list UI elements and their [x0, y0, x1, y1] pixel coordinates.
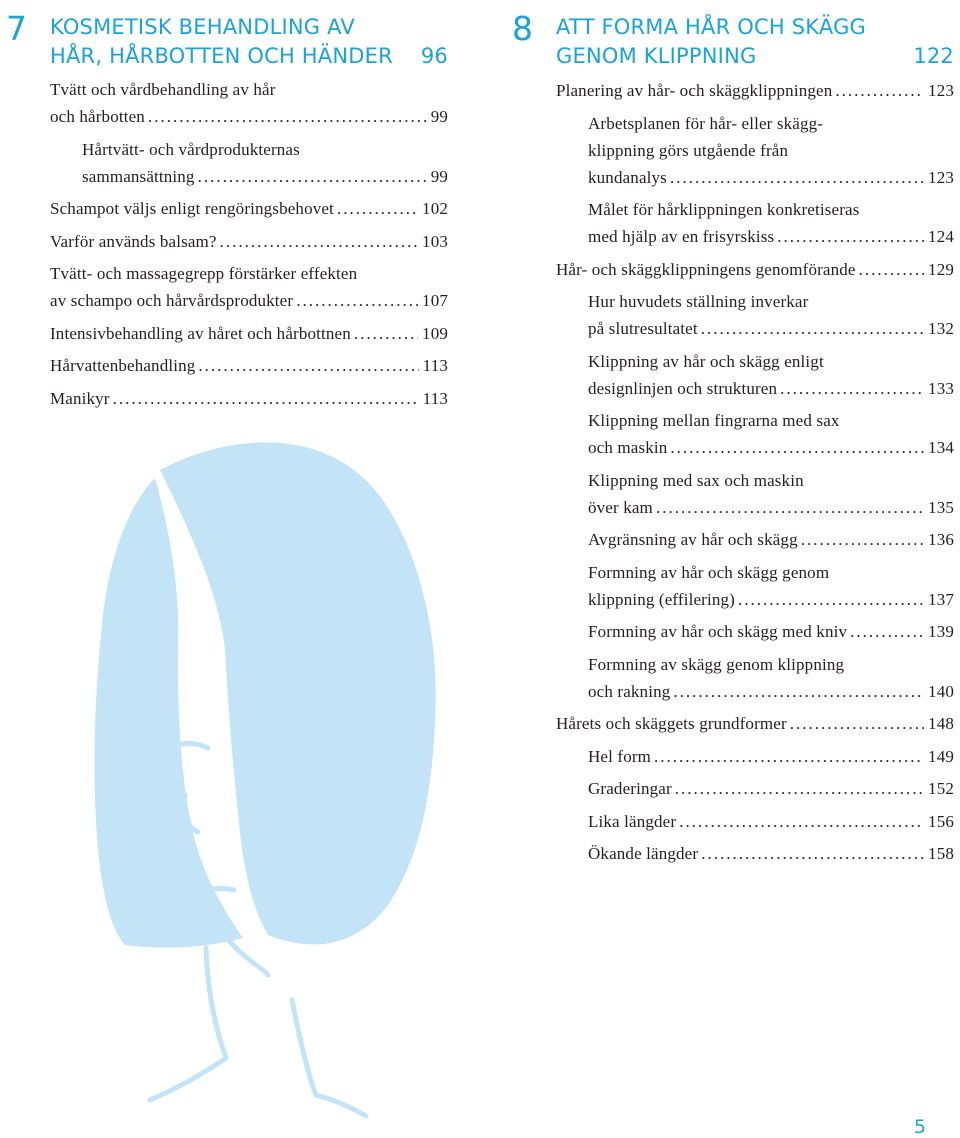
- toc-entry-page: 156: [928, 811, 954, 831]
- toc-entry-leader-row: [588, 775, 954, 802]
- toc-entry-title: sammansättning: [82, 166, 195, 186]
- toc-entry-leader-row: [588, 223, 954, 250]
- toc-entry-page: 129: [928, 259, 954, 279]
- toc-entry-title: och hårbotten: [50, 107, 145, 126]
- toc-entry: [588, 348, 954, 402]
- toc-entry-title: av schampo och hårvårdsprodukter: [50, 291, 294, 310]
- toc-entry-title: på slutresultatet: [588, 319, 698, 338]
- dot-leader: [220, 228, 418, 255]
- toc-entry: [588, 288, 954, 342]
- toc-entry-line: klippning görs utgående från: [588, 140, 789, 160]
- toc-entry-leader-row: [588, 840, 954, 867]
- toc-entry-leader-row: [588, 494, 954, 521]
- toc-entry-title: Formning av hår och skägg med kniv: [588, 622, 848, 641]
- dot-leader: [859, 256, 924, 283]
- toc-entry-leader-row: [588, 586, 954, 613]
- toc-entry: [556, 710, 954, 737]
- toc-entry-page: 158: [928, 844, 954, 863]
- toc-entry-title: med hjälp av en frisyrskiss: [588, 227, 775, 246]
- toc-entry-title: Varför används balsam?: [50, 231, 217, 251]
- toc-entry-title: Hårets och skäggets grundformer: [556, 714, 787, 733]
- toc-entry: [50, 76, 448, 130]
- toc-entry: [588, 526, 954, 553]
- toc-entry-title: Schampot väljs enligt rengöringsbehovet: [50, 199, 334, 218]
- toc-entry: [588, 407, 954, 461]
- chapter-8-number: 8: [512, 9, 533, 48]
- toc-entry-leader-row: [588, 434, 954, 461]
- chapter-8-title: [556, 13, 954, 71]
- dot-leader: [670, 164, 924, 191]
- toc-entry-leader-row: [588, 678, 954, 705]
- chapter-7-title-line-1: KOSMETISK BEHANDLING AV: [50, 15, 355, 39]
- dot-leader: [701, 840, 924, 867]
- toc-entry-leader-row: [50, 103, 448, 130]
- dot-leader: [790, 710, 924, 737]
- toc-entry: [588, 743, 954, 770]
- page-number: 5: [913, 1116, 926, 1138]
- toc-entry: [82, 136, 448, 190]
- mouth-line: [202, 888, 234, 893]
- toc-entry: [50, 260, 448, 314]
- toc-entry-page: 135: [928, 497, 954, 517]
- dot-leader: [148, 103, 427, 130]
- dot-leader: [673, 678, 924, 705]
- neck-left-line: [206, 948, 226, 1058]
- dot-leader: [835, 77, 924, 104]
- toc-entry-title: Planering av hår- och skäggklippningen: [556, 81, 833, 100]
- toc-entry-line: Tvätt och vårdbehandling av hår: [50, 80, 276, 99]
- toc-entry-title: Hår- och skäggklippningens genomförande: [556, 259, 856, 279]
- chapter-7-number: 7: [6, 9, 27, 48]
- toc-entry-page: 123: [928, 167, 954, 187]
- toc-entry: [50, 228, 448, 255]
- chapter-8-title-line-2: GENOM KLIPPNING: [556, 44, 757, 68]
- dot-leader: [198, 352, 418, 379]
- toc-entry-line: Klippning med sax och maskin: [588, 470, 804, 490]
- toc-entry: [50, 352, 448, 379]
- toc-entry-leader-row: [588, 743, 954, 770]
- toc-entry-page: 134: [928, 438, 954, 457]
- toc-entry-page: 139: [928, 622, 954, 641]
- toc-entry-page: 137: [928, 589, 954, 609]
- toc-entry-title: Manikyr: [50, 388, 110, 408]
- toc-entry-title: och maskin: [588, 438, 668, 457]
- toc-entry: [50, 195, 448, 222]
- toc-entry-page: 152: [928, 779, 954, 798]
- dot-leader: [738, 586, 924, 613]
- toc-entry-line: Tvätt- och massagegrepp förstärker effekten: [50, 264, 358, 283]
- toc-entry-leader-row: [50, 195, 448, 222]
- toc-entry-page: 103: [422, 231, 448, 251]
- toc-entry-title: kundanalys: [588, 167, 667, 187]
- dot-leader: [296, 287, 418, 314]
- dot-leader: [670, 434, 924, 461]
- toc-entry-page: 140: [928, 681, 954, 701]
- toc-entry-title: designlinjen och strukturen: [588, 378, 778, 398]
- dot-leader: [850, 618, 924, 645]
- toc-entry-page: 148: [928, 714, 954, 733]
- dot-leader: [113, 385, 419, 412]
- toc-entry-title: Avgränsning av hår och skägg: [588, 530, 798, 549]
- shoulder-line: [316, 1095, 366, 1116]
- toc-entry-leader-row: [588, 808, 954, 835]
- dot-leader: [354, 320, 418, 347]
- dot-leader: [656, 494, 924, 521]
- collar-line: [150, 1058, 226, 1100]
- toc-entry-line: Hårtvätt- och vårdprodukternas: [82, 139, 300, 159]
- toc-entry-page: 132: [928, 319, 954, 338]
- toc-entry-leader-row: [556, 710, 954, 737]
- toc-entry-page: 136: [928, 530, 954, 549]
- toc-entry-page: 102: [422, 199, 448, 218]
- toc-entry-page: 109: [422, 323, 448, 343]
- dot-leader: [337, 195, 418, 222]
- toc-entry-leader-row: [556, 256, 954, 283]
- toc-entry: [556, 256, 954, 283]
- chapter-7-title-line-2: HÅR, HÅRBOTTEN OCH HÄNDER: [50, 44, 393, 68]
- toc-entry-leader-row: [588, 164, 954, 191]
- toc-entry-title: över kam: [588, 497, 653, 517]
- toc-entry-page: 99: [430, 166, 448, 186]
- toc-entry: [50, 320, 448, 347]
- toc-entry-leader-row: [588, 315, 954, 342]
- toc-entry: [588, 618, 954, 645]
- toc-entry-page: 113: [422, 388, 448, 408]
- toc-entry-title: Intensivbehandling av håret och hårbottnen: [50, 323, 351, 343]
- eye-line: [170, 744, 208, 749]
- toc-entry-line: Hur huvudets ställning inverkar: [588, 292, 809, 311]
- toc-entry-leader-row: [50, 352, 448, 379]
- toc-entry-line: Formning av skägg genom klippning: [588, 654, 845, 674]
- dot-leader: [679, 808, 924, 835]
- toc-entry-leader-row: [82, 163, 448, 190]
- toc-entry: [50, 385, 448, 412]
- toc-entry: [588, 775, 954, 802]
- toc-entry-page: 113: [422, 356, 448, 375]
- toc-entry-title: och rakning: [588, 681, 671, 701]
- toc-entry: [588, 110, 954, 191]
- toc-entry: [588, 651, 954, 705]
- toc-entry-leader-row: [588, 526, 954, 553]
- toc-entry-line: Målet för hårklippningen konkretiseras: [588, 200, 860, 219]
- toc-entry-title: Ökande längder: [588, 844, 699, 863]
- neck-right-line: [292, 1000, 316, 1095]
- toc-entry-page: 107: [422, 291, 448, 310]
- toc-entry-line: Klippning av hår och skägg enligt: [588, 351, 824, 371]
- chapter-7-title: [50, 13, 448, 71]
- toc-entry: [556, 77, 954, 104]
- toc-entry-title: Hårvattenbehandling: [50, 356, 196, 375]
- dot-leader: [801, 526, 924, 553]
- toc-entry-line: Formning av hår och skägg genom: [588, 562, 830, 582]
- dot-leader: [654, 743, 924, 770]
- toc-entry-line: Klippning mellan fingrarna med sax: [588, 411, 840, 430]
- toc-entry-page: 133: [928, 378, 954, 398]
- toc-entry-leader-row: [556, 77, 954, 104]
- toc-entry: [588, 808, 954, 835]
- toc-entry-leader-row: [50, 385, 448, 412]
- dot-leader: [701, 315, 924, 342]
- toc-entry-leader-row: [588, 618, 954, 645]
- toc-entry-page: 99: [430, 107, 448, 126]
- toc-entry-page: 123: [928, 81, 954, 100]
- toc-entry: [588, 840, 954, 867]
- toc-entry-leader-row: [50, 287, 448, 314]
- toc-entry-title: Graderingar: [588, 779, 672, 798]
- toc-entry-title: klippning (effilering): [588, 589, 735, 609]
- toc-entry-title: Hel form: [588, 746, 652, 766]
- chapter-8-title-line-1: ATT FORMA HÅR OCH SKÄGG: [556, 15, 867, 39]
- chapter-7-page: 96: [420, 44, 448, 68]
- toc-entry-title: Lika längder: [588, 811, 677, 831]
- toc-entry: [588, 559, 954, 613]
- dot-leader: [777, 223, 924, 250]
- toc-entry-page: 149: [928, 746, 954, 766]
- chapter-8-page: 122: [913, 44, 954, 68]
- toc-entry-page: 124: [928, 227, 954, 246]
- toc-entry-leader-row: [588, 375, 954, 402]
- dot-leader: [198, 163, 427, 190]
- toc-entry-line: Arbetsplanen för hår- eller skägg-: [588, 113, 824, 133]
- toc-entry: [588, 196, 954, 250]
- toc-entry-leader-row: [50, 228, 448, 255]
- toc-entry: [588, 467, 954, 521]
- dot-leader: [780, 375, 924, 402]
- dot-leader: [675, 775, 924, 802]
- toc-entry-leader-row: [50, 320, 448, 347]
